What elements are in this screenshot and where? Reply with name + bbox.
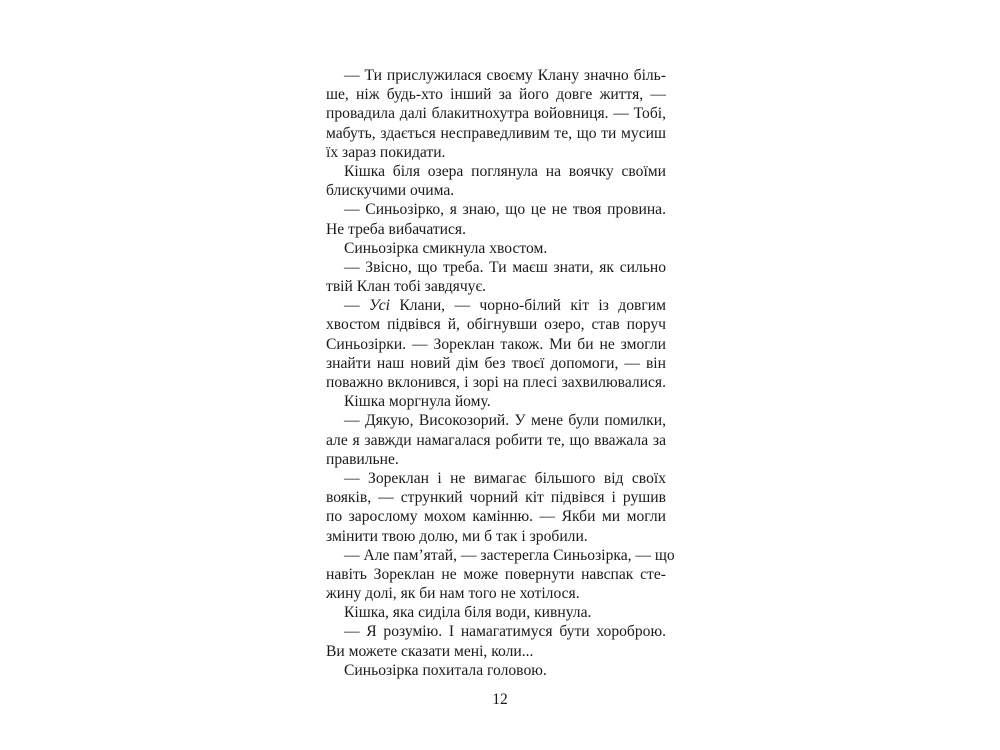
paragraph bbox=[326, 661, 666, 680]
text-line: Кішка, яка сиділа біля води, кивнула. bbox=[344, 604, 592, 622]
paragraph bbox=[326, 258, 666, 296]
text-line: Кішка біля озера поглянула на воячку своїми bbox=[344, 162, 666, 180]
text-line: по зарослому мохом камінню. — Якби ми могли bbox=[326, 508, 666, 526]
text-line: Кішка моргнула йому. bbox=[344, 393, 491, 411]
body-text bbox=[326, 66, 675, 680]
paragraph bbox=[326, 392, 666, 411]
paragraph bbox=[326, 622, 666, 660]
text-line: провадила далі блакитнохутра войовниця. — Тобі, bbox=[326, 105, 666, 123]
text-line: твій Клан тобі завдячує. bbox=[326, 278, 487, 296]
text-line bbox=[326, 296, 666, 315]
text-line: — Синьозірко, я знаю, що це не твоя провина. bbox=[344, 201, 666, 219]
italic-word: Усі bbox=[368, 297, 390, 315]
text-line: жину долі, як би нам того не хотілося. bbox=[326, 585, 580, 603]
paragraph bbox=[326, 239, 666, 258]
paragraph bbox=[326, 162, 666, 200]
dash: — bbox=[344, 297, 360, 315]
text-line: знайти наш новий дім без твоєї допомоги, — він bbox=[326, 354, 666, 372]
text-line: — Зореклан і не вимагає більшого від своїх bbox=[344, 469, 666, 487]
text-line: мабуть, здається несправедливим те, що ти мусиш bbox=[326, 124, 666, 142]
text-line: блискучими очима. bbox=[326, 182, 455, 200]
text-line: вояків, — стрункий чорний кіт підвівся і рушив bbox=[326, 489, 666, 507]
paragraph bbox=[326, 603, 666, 622]
paragraph bbox=[326, 200, 666, 238]
text-line: Синьозірки. — Зореклан також. Ми би не змогли bbox=[326, 335, 666, 353]
text-line: ше, ніж будь-хто інший за його довге життя, — bbox=[326, 86, 666, 104]
text-line: але я завжди намагалася робити те, що вважала за bbox=[326, 431, 666, 449]
text-line: — Я розумію. І намагатимуся бути хороброю. bbox=[344, 623, 666, 641]
text-line: навіть Зореклан не може повернути навспак сте- bbox=[326, 565, 666, 583]
page-number: 12 bbox=[492, 691, 508, 708]
text-line: — Ти прислужилася своєму Клану значно біль- bbox=[344, 67, 666, 84]
text-line: хвостом підвівся й, обігнувши озеро, став поруч bbox=[326, 316, 666, 334]
paragraph bbox=[326, 411, 666, 469]
text-line: змінити твою долю, ми б так і зробили. bbox=[326, 527, 588, 545]
text-line: правильне. bbox=[326, 450, 399, 468]
text-line: — Дякую, Високозорий. У мене були помилки, bbox=[344, 412, 666, 430]
paragraph bbox=[326, 66, 666, 162]
paragraph bbox=[326, 296, 666, 392]
text-line: їх зараз покидати. bbox=[326, 143, 446, 161]
text-line: Ви можете сказати мені, коли... bbox=[326, 642, 534, 660]
paragraph bbox=[326, 469, 666, 546]
text-line: Синьозірка похитала головою. bbox=[344, 661, 547, 679]
text-line: Синьозірка смикнула хвостом. bbox=[344, 239, 548, 257]
text-line: — Звісно, що треба. Ти маєш знати, як сильно bbox=[344, 258, 666, 276]
line-rest: Клани, — чорно-білий кіт із довгим bbox=[399, 297, 666, 315]
text-line: поважно вклонився, і зорі на плесі захвилювалися. bbox=[326, 374, 666, 391]
text-line: Не треба вибачатися. bbox=[326, 220, 467, 238]
paragraph bbox=[326, 546, 675, 604]
text-line: — Але пам’ятай, — застерегла Синьозірка, — що bbox=[344, 546, 675, 564]
